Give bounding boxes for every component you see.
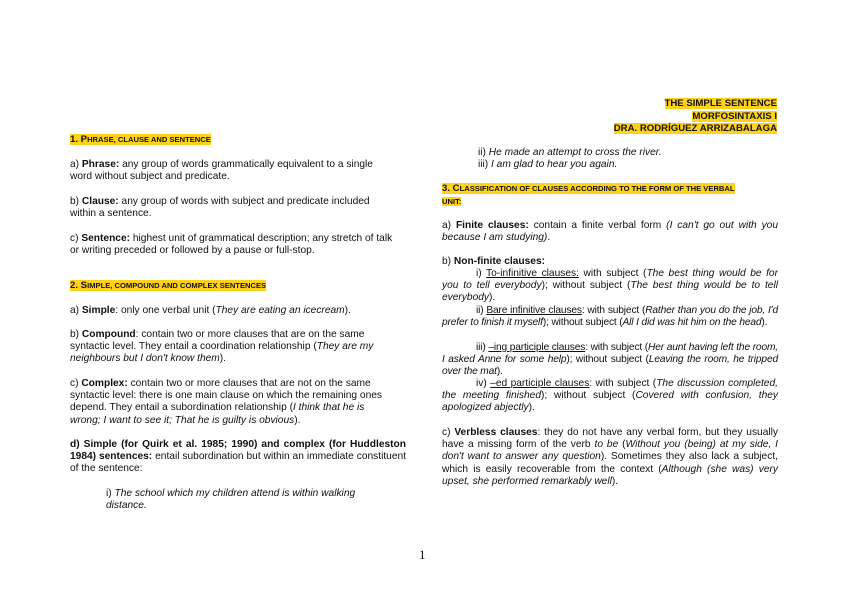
compound-sentence-definition: b) Compound: contain two or more clauses that are on the same syntactic level. They entail a coordination relationship (They are my neighbours but I don't know them). [70,329,374,365]
page-number: 1 [419,547,426,562]
example-iii: iii) I am glad to hear you again. [478,159,618,170]
simple-sentence-definition: a) Simple: only one verbal unit (They are eating an icecream). [70,305,351,316]
simple-and-complex-definition: d) Simple (for Quirk et al. 1985; 1990) and complex (for Huddleston 1984) sentences: entail subordination but within an immediate constituent of the sentence: [70,439,407,475]
ing-participle-clauses: iii) –ing participle clauses: with subject (Her aunt having left the room, I asked Anne for some help); without subject (Leaving the room, he tripped over the mat). [442,342,778,378]
header-author: DRA. RODRÍGUEZ ARRIZABALAGA [613,123,777,134]
bare-infinitive-clauses: ii) Bare infinitive clauses: with subject (Rather than you do the job, I'd prefer to finish it myself); without subject (All I did was hit him on the head). [442,305,778,329]
section-heading-2: 2. SIMPLE, COMPOUND AND COMPLEX SENTENCES [70,280,267,291]
section-heading-3: 3. CLASSIFICATION OF CLAUSES ACCORDING TO THE FORM OF THE VERBAL UNIT: [442,183,735,206]
definition-clause: b) Clause: any group of words with subject and predicate included within a sentence. [70,196,370,220]
header-title: THE SIMPLE SENTENCE [664,98,777,109]
definition-sentence: c) Sentence: highest unit of grammatical description; any stretch of talk or writing preceded or followed by a pause or full-stop. [70,233,393,257]
example-i: i) The school which my children attend is within walking distance. [106,488,356,512]
finite-clauses: a) Finite clauses: contain a finite verbal form (I can't go out with you because I am studying). [442,220,778,244]
example-ii: ii) He made an attempt to cross the river. [478,147,662,158]
document-header [560,98,777,136]
non-finite-clauses-heading: b) Non-finite clauses: [442,256,546,267]
to-infinitive-clauses: i) To-infinitive clauses: with subject (The best thing would be for you to tell everybody); without subject (The best thing would be to tell everybody). [442,268,778,304]
definition-phrase: a) Phrase: any group of words grammatically equivalent to a single word without subject and predicate. [70,159,373,183]
verbless-clauses: c) Verbless clauses: they do not have any verbal form, but they usually have a missing form of the verb to be (Without you (being) at my side, I don't want to answer any question). Sometimes they also lack a subject, which is easily recoverable from the context (Although (she was) very upset, she performed remarkably well). [442,427,778,487]
header-course: MORFOSINTAXIS I [692,110,777,122]
complex-sentence-definition: c) Complex: contain two or more clauses that are not on the same syntactic level: there is one main clause on which the remaining ones depend. They entail a subordination relationship (I think that he is wrong; I want to see it; That he is guilty is obvious). [70,378,383,426]
section-heading-1: 1. PHRASE, CLAUSE AND SENTENCE [70,134,211,145]
ed-participle-clauses: iv) –ed participle clauses: with subject (The discussion completed, the meeting finished); without subject (Covered with confusion, they apologized abjectly). [442,378,778,414]
